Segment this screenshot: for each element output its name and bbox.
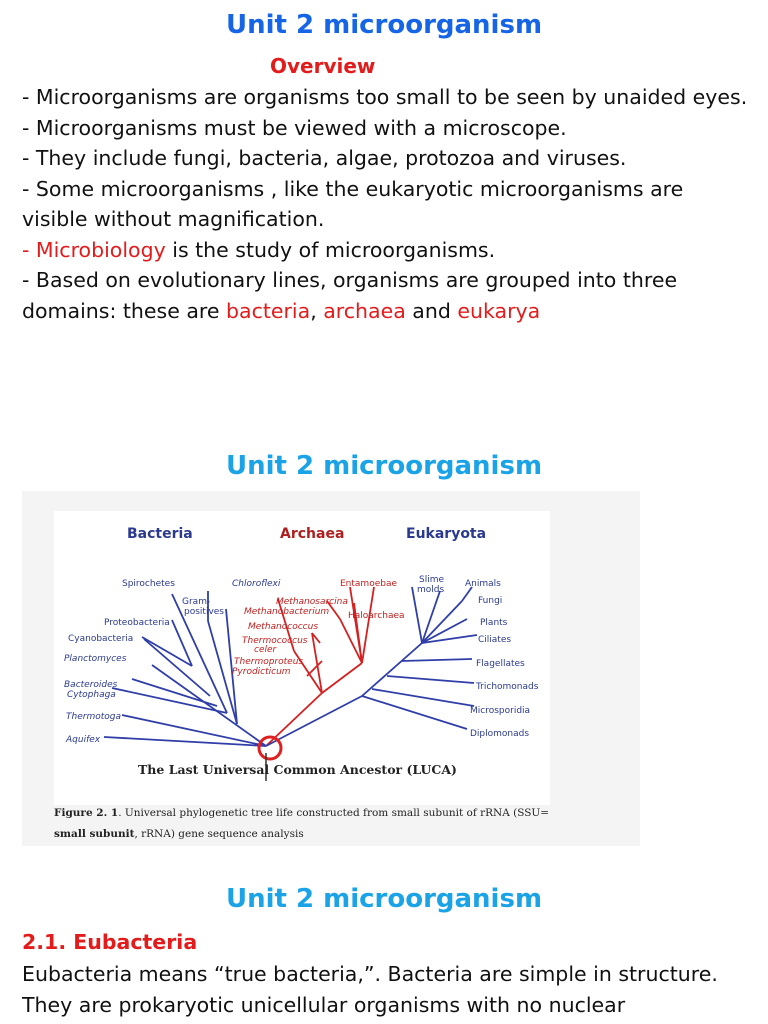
highlighted-term: bacteria xyxy=(226,298,311,323)
taxon-slime: Slime xyxy=(419,575,445,585)
overview-line xyxy=(22,174,752,235)
figure-caption-line2 xyxy=(54,828,304,840)
taxon-planctomyces: Planctomyces xyxy=(64,654,127,664)
overview-line xyxy=(22,113,752,144)
taxon-positives: positives xyxy=(184,607,224,617)
taxon-methanosarcina: Methanosarcina xyxy=(276,597,348,607)
taxon-proteobacteria: Proteobacteria xyxy=(104,618,170,628)
taxon-flagellates: Flagellates xyxy=(476,659,525,669)
taxon-diplomonads: Diplomonads xyxy=(470,729,530,739)
highlighted-term: - Microbiology xyxy=(22,237,166,262)
slide1-title: Unit 2 microorganism xyxy=(225,10,543,40)
domain-eukaryota-label: Eukaryota xyxy=(406,526,487,542)
taxon-plants: Plants xyxy=(480,618,508,628)
taxon-molds: molds xyxy=(417,585,445,595)
overview-line xyxy=(22,265,752,326)
taxon-ciliates: Ciliates xyxy=(478,635,512,645)
domain-archaea-label: Archaea xyxy=(280,526,345,542)
slide2-title: Unit 2 microorganism xyxy=(225,451,543,481)
line-text: , xyxy=(310,298,324,323)
taxon-spirochetes: Spirochetes xyxy=(122,579,175,589)
taxon-trichomonads: Trichomonads xyxy=(476,682,539,692)
line-text: - Based on evolutionary lines, organisms are grouped into three domains: these are xyxy=(22,268,678,323)
eubacteria-paragraph: Eubacteria means “true bacteria,”. Bacteria are simple in structure. They are prokaryotic unicellular organisms with no nuclear xyxy=(22,962,718,1017)
highlighted-term: eukarya xyxy=(457,298,541,323)
taxon-bacteroides: Bacteroides xyxy=(64,680,118,690)
taxon-celer: celer xyxy=(254,645,277,655)
taxon-cyanobacteria: Cyanobacteria xyxy=(68,634,134,644)
line-text: - They include fungi, bacteria, algae, protozoa and viruses. xyxy=(22,146,627,170)
taxon-methanobacterium: Methanobacterium xyxy=(244,607,330,617)
overview-heading: Overview xyxy=(270,54,376,78)
taxon-methanococcus: Methanococcus xyxy=(248,622,319,632)
taxon-chloroflexi: Chloroflexi xyxy=(232,579,281,589)
phylogenetic-tree-figure xyxy=(22,491,640,846)
line-text: - Microorganisms must be viewed with a microscope. xyxy=(22,115,567,140)
taxon-thermococcus: Thermococcus xyxy=(242,636,308,646)
taxon-gram: Gram- xyxy=(182,597,211,607)
line-text: and xyxy=(405,298,458,323)
taxon-haloarchaea: Haloarchaea xyxy=(348,611,405,621)
taxon-entamoebae: Entamoebae xyxy=(340,579,398,589)
taxon-pyrodicticum: Pyrodicticum xyxy=(232,667,291,677)
luca-label: The Last Universal Common Ancestor (LUCA) xyxy=(138,762,457,777)
taxon-microsporidia: Microsporidia xyxy=(470,706,531,716)
caption-text-2: , rRNA) gene sequence analysis xyxy=(134,828,304,840)
domain-bacteria-label: Bacteria xyxy=(127,526,193,542)
eubacteria-heading: 2.1. Eubacteria xyxy=(22,930,198,954)
taxon-animals: Animals xyxy=(465,579,501,589)
slide3-title: Unit 2 microorganism xyxy=(225,884,543,914)
highlighted-term: archaea xyxy=(323,298,406,323)
caption-figure-number: Figure 2. 1 xyxy=(54,807,119,819)
caption-small-subunit: small subunit xyxy=(54,828,135,840)
overview-line xyxy=(22,143,752,174)
caption-text-1: . Universal phylogenetic tree life constructed from small subunit of rRNA (SSU= xyxy=(118,807,550,819)
taxon-aquifex: Aquifex xyxy=(66,735,101,745)
overview-paragraph xyxy=(22,82,752,326)
line-text: is the study of microorganisms. xyxy=(165,237,496,262)
phylogenetic-tree-svg xyxy=(22,491,640,846)
overview-line xyxy=(22,235,752,266)
line-text: - Some microorganisms , like the eukaryotic microorganisms are visible without magnification. xyxy=(22,176,684,231)
taxon-fungi: Fungi xyxy=(478,596,503,606)
taxon-cytophaga: Cytophaga xyxy=(67,690,116,700)
taxon-thermotoga: Thermotoga xyxy=(66,712,121,722)
line-text: - Microorganisms are organisms too small to be seen by unaided eyes. xyxy=(22,85,748,109)
taxon-thermoproteus: Thermoproteus xyxy=(234,657,304,667)
figure-caption-line1 xyxy=(54,807,549,819)
overview-line xyxy=(22,82,752,113)
